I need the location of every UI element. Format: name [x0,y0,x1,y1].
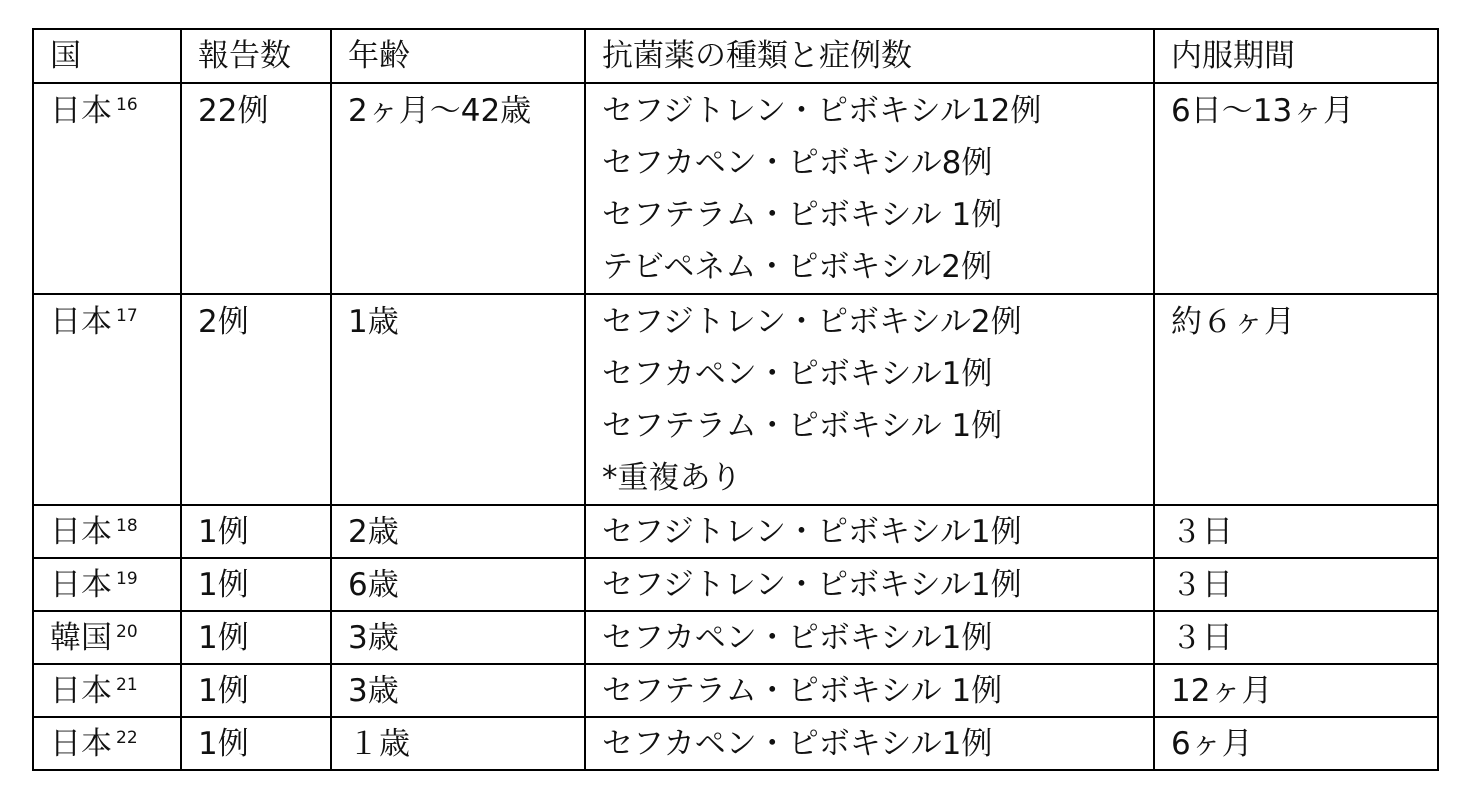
age-cell: 3歳 [331,611,585,664]
drug-line: セフテラム・ピボキシル 1例 [602,197,1003,233]
drug-line: テビペネム・ピボキシル2例 [602,249,993,285]
table-row [33,664,1438,717]
reports-cell: 22例 [181,83,331,294]
drug-line: セフジトレン・ピボキシル2例 [602,304,1022,340]
header-age: 年齢 [331,29,585,83]
drug-line: セフカペン・ピボキシル1例 [602,620,993,656]
header-reports: 報告数 [181,29,331,83]
drug-line: セフテラム・ピボキシル 1例 [602,408,1003,444]
reports-cell: 1例 [181,505,331,558]
table-row [33,558,1438,611]
country-cell [33,558,181,611]
header-duration: 内服期間 [1154,29,1438,83]
duration-cell: 12ヶ月 [1154,664,1438,717]
drug-line: セフジトレン・ピボキシル12例 [602,93,1042,129]
drug-line: セフカペン・ピボキシル1例 [602,356,993,392]
drugs-cell [585,294,1154,505]
drug-line: セフジトレン・ピボキシル1例 [602,567,1022,603]
antibiotic-case-table [32,28,1439,771]
drugs-cell [585,558,1154,611]
country-name: 日本 [50,567,112,603]
country-cell [33,664,181,717]
country-cell [33,717,181,770]
reference-number: 20 [116,622,138,642]
drug-line: セフカペン・ピボキシル1例 [602,726,993,762]
reference-number: 17 [116,306,138,326]
table-row [33,611,1438,664]
country-name: 日本 [50,726,112,762]
reports-cell: 2例 [181,294,331,505]
reports-cell: 1例 [181,611,331,664]
drugs-cell [585,664,1154,717]
country-name: 日本 [50,93,112,129]
country-name: 日本 [50,673,112,709]
country-cell [33,83,181,294]
drug-line: セフカペン・ピボキシル8例 [602,145,993,181]
drug-line: セフテラム・ピボキシル 1例 [602,673,1003,709]
reference-number: 19 [116,569,138,589]
reports-cell: 1例 [181,558,331,611]
duration-cell: 6ヶ月 [1154,717,1438,770]
country-cell [33,611,181,664]
table-row [33,294,1438,505]
drugs-cell [585,611,1154,664]
reference-number: 16 [116,95,138,115]
country-cell [33,505,181,558]
reference-number: 21 [116,675,138,695]
age-cell: 6歳 [331,558,585,611]
drugs-cell [585,505,1154,558]
age-cell: １歳 [331,717,585,770]
country-cell [33,294,181,505]
age-cell: 3歳 [331,664,585,717]
duration-cell: 約６ヶ月 [1154,294,1438,505]
header-country: 国 [33,29,181,83]
reports-cell: 1例 [181,664,331,717]
table-row [33,505,1438,558]
duration-cell: ３日 [1154,611,1438,664]
country-name: 日本 [50,304,112,340]
age-cell: 2ヶ月〜42歳 [331,83,585,294]
drug-note: *重複あり [602,460,742,496]
country-name: 韓国 [50,620,112,656]
table-row [33,717,1438,770]
header-row [33,29,1438,83]
reference-number: 22 [116,728,138,748]
table-row [33,83,1438,294]
header-drugs: 抗菌薬の種類と症例数 [585,29,1154,83]
drug-line: セフジトレン・ピボキシル1例 [602,514,1022,550]
reference-number: 18 [116,516,138,536]
duration-cell: ３日 [1154,558,1438,611]
country-name: 日本 [50,514,112,550]
age-cell: 1歳 [331,294,585,505]
reports-cell: 1例 [181,717,331,770]
duration-cell: ３日 [1154,505,1438,558]
drugs-cell [585,717,1154,770]
duration-cell: 6日〜13ヶ月 [1154,83,1438,294]
age-cell: 2歳 [331,505,585,558]
drugs-cell [585,83,1154,294]
